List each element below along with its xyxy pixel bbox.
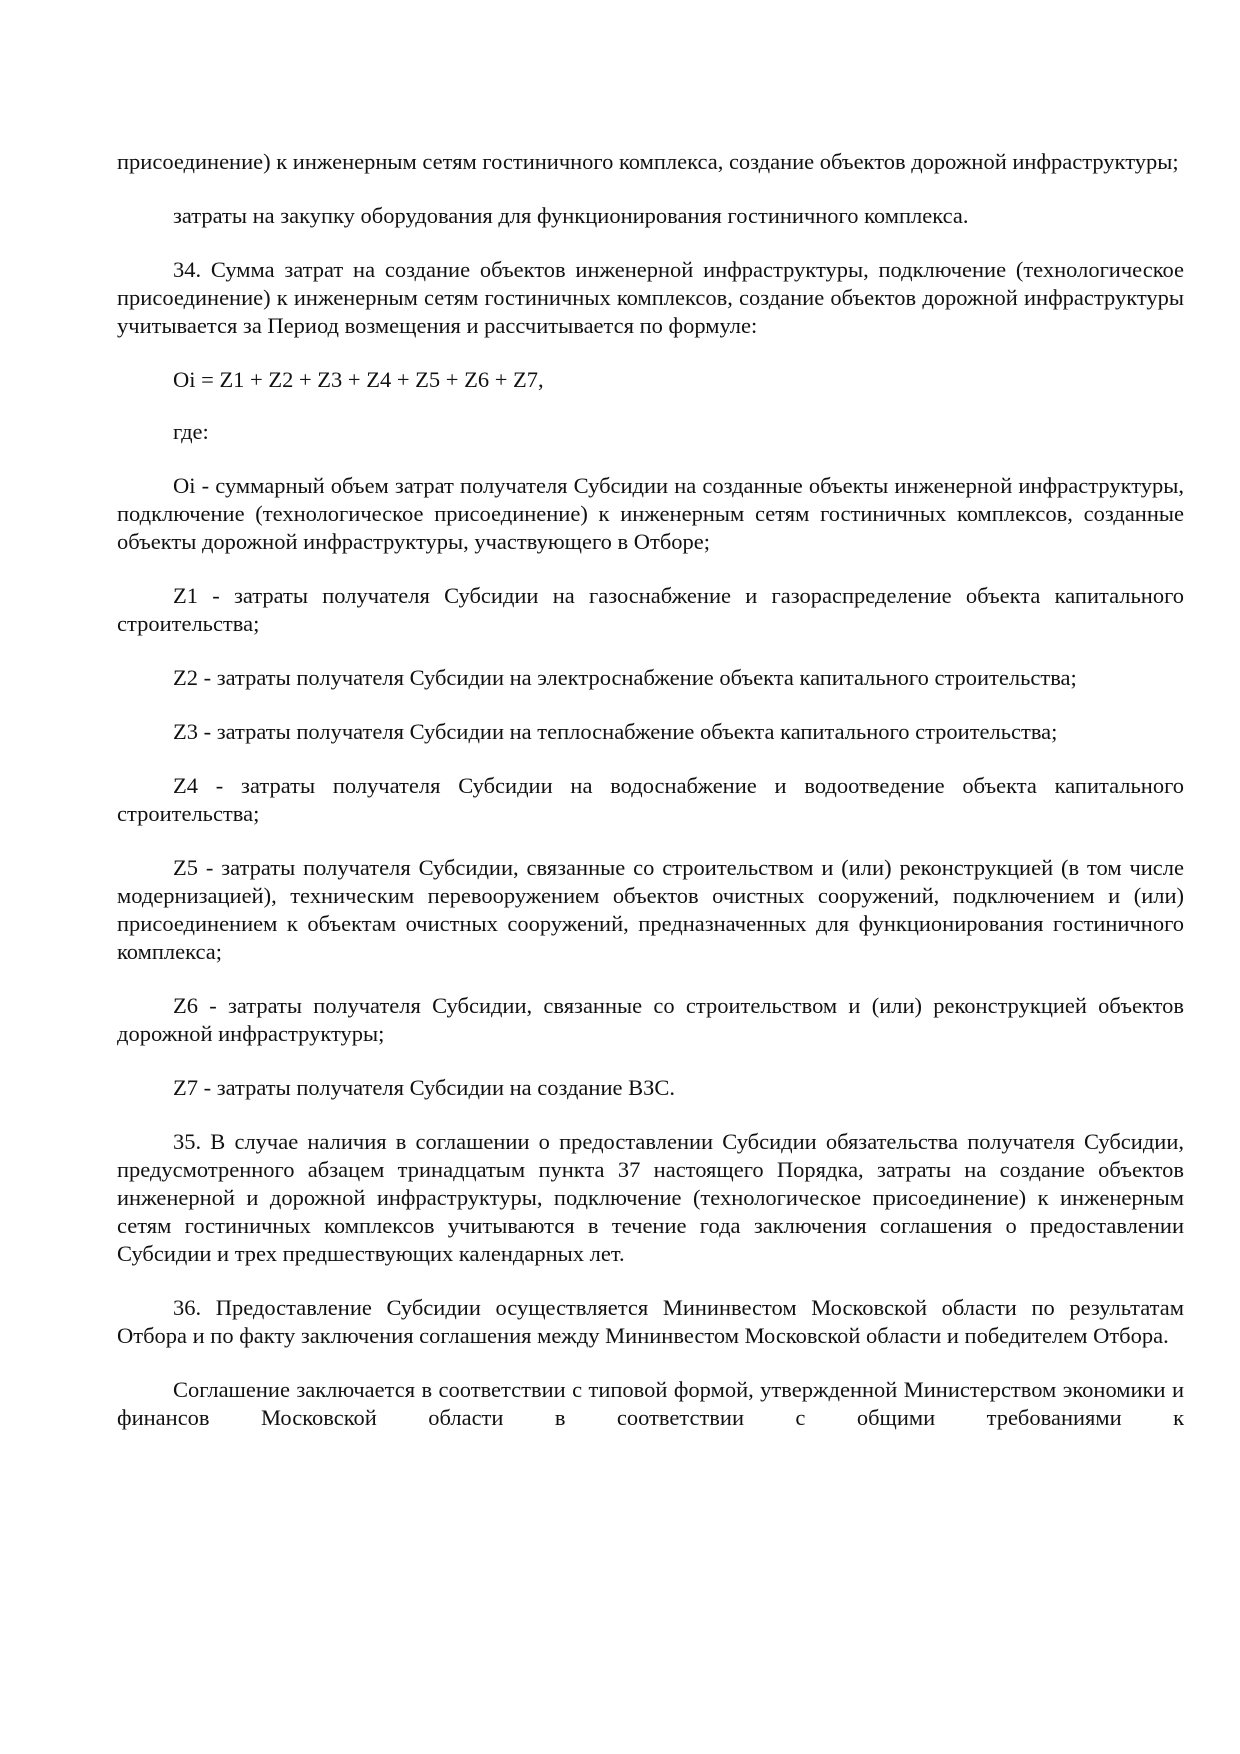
definition-z6: Z6 - затраты получателя Субсидии, связанные со строительством и (или) реконструкцией объектов дорожной инфраструктуры;: [117, 993, 1184, 1046]
definition-z7: Z7 - затраты получателя Субсидии на создание ВЗС.: [173, 1075, 676, 1100]
definition-z2: Z2 - затраты получателя Субсидии на электроснабжение объекта капитального строительства;: [173, 665, 1077, 690]
definition-z5: Z5 - затраты получателя Субсидии, связанные со строительством и (или) реконструкцией (в том числе модернизацией), техническим перевооружением объектов очистных сооружений, подключением и (или) присоединением к объектам очистных сооружений, предназначенных для функционирования гостиничного комплекса;: [117, 855, 1184, 964]
paragraph-34: 34. Сумма затрат на создание объектов инженерной инфраструктуры, подключение (технологическое присоединение) к инженерным сетям гостиничных комплексов, создание объектов дорожной инфраструктуры учитывается за Период возмещения и рассчитывается по формуле:: [117, 257, 1184, 338]
formula-where: где:: [173, 419, 209, 444]
paragraph-continuation: присоединение) к инженерным сетям гостиничного комплекса, создание объектов дорожной инфраструктуры;: [117, 149, 1179, 174]
paragraph-equipment-costs: затраты на закупку оборудования для функционирования гостиничного комплекса.: [173, 203, 969, 228]
definition-z3: Z3 - затраты получателя Субсидии на теплоснабжение объекта капитального строительства;: [173, 719, 1058, 744]
definition-z4: Z4 - затраты получателя Субсидии на водоснабжение и водоотведение объекта капитального строительства;: [117, 773, 1184, 826]
definition-oi: Oi - суммарный объем затрат получателя Субсидии на созданные объекты инженерной инфраструктуры, подключение (технологическое присоединение) к инженерным сетям гостиничных комплексов, созданные объекты дорожной инфраструктуры, участвующего в Отборе;: [117, 473, 1184, 554]
paragraph-agreement: Соглашение заключается в соответствии с типовой формой, утвержденной Министерством экономики и финансов Московской области в соответствии с общими требованиями к: [117, 1377, 1184, 1430]
paragraph-35: 35. В случае наличия в соглашении о предоставлении Субсидии обязательства получателя Субсидии, предусмотренного абзацем тринадцатым пункта 37 настоящего Порядка, затраты на создание объектов инженерной и дорожной инфраструктуры, подключение (технологическое присоединение) к инженерным сетям гостиничных комплексов учитываются в течение года заключения соглашения о предоставлении Субсидии и трех предшествующих календарных лет.: [117, 1129, 1184, 1266]
formula: Oi = Z1 + Z2 + Z3 + Z4 + Z5 + Z6 + Z7,: [173, 367, 544, 392]
definition-z1: Z1 - затраты получателя Субсидии на газоснабжение и газораспределение объекта капитального строительства;: [117, 583, 1184, 636]
paragraph-36: 36. Предоставление Субсидии осуществляется Мининвестом Московской области по результатам Отбора и по факту заключения соглашения между Мининвестом Московской области и победителем Отбора.: [117, 1295, 1184, 1348]
document-body: [117, 148, 1184, 1432]
